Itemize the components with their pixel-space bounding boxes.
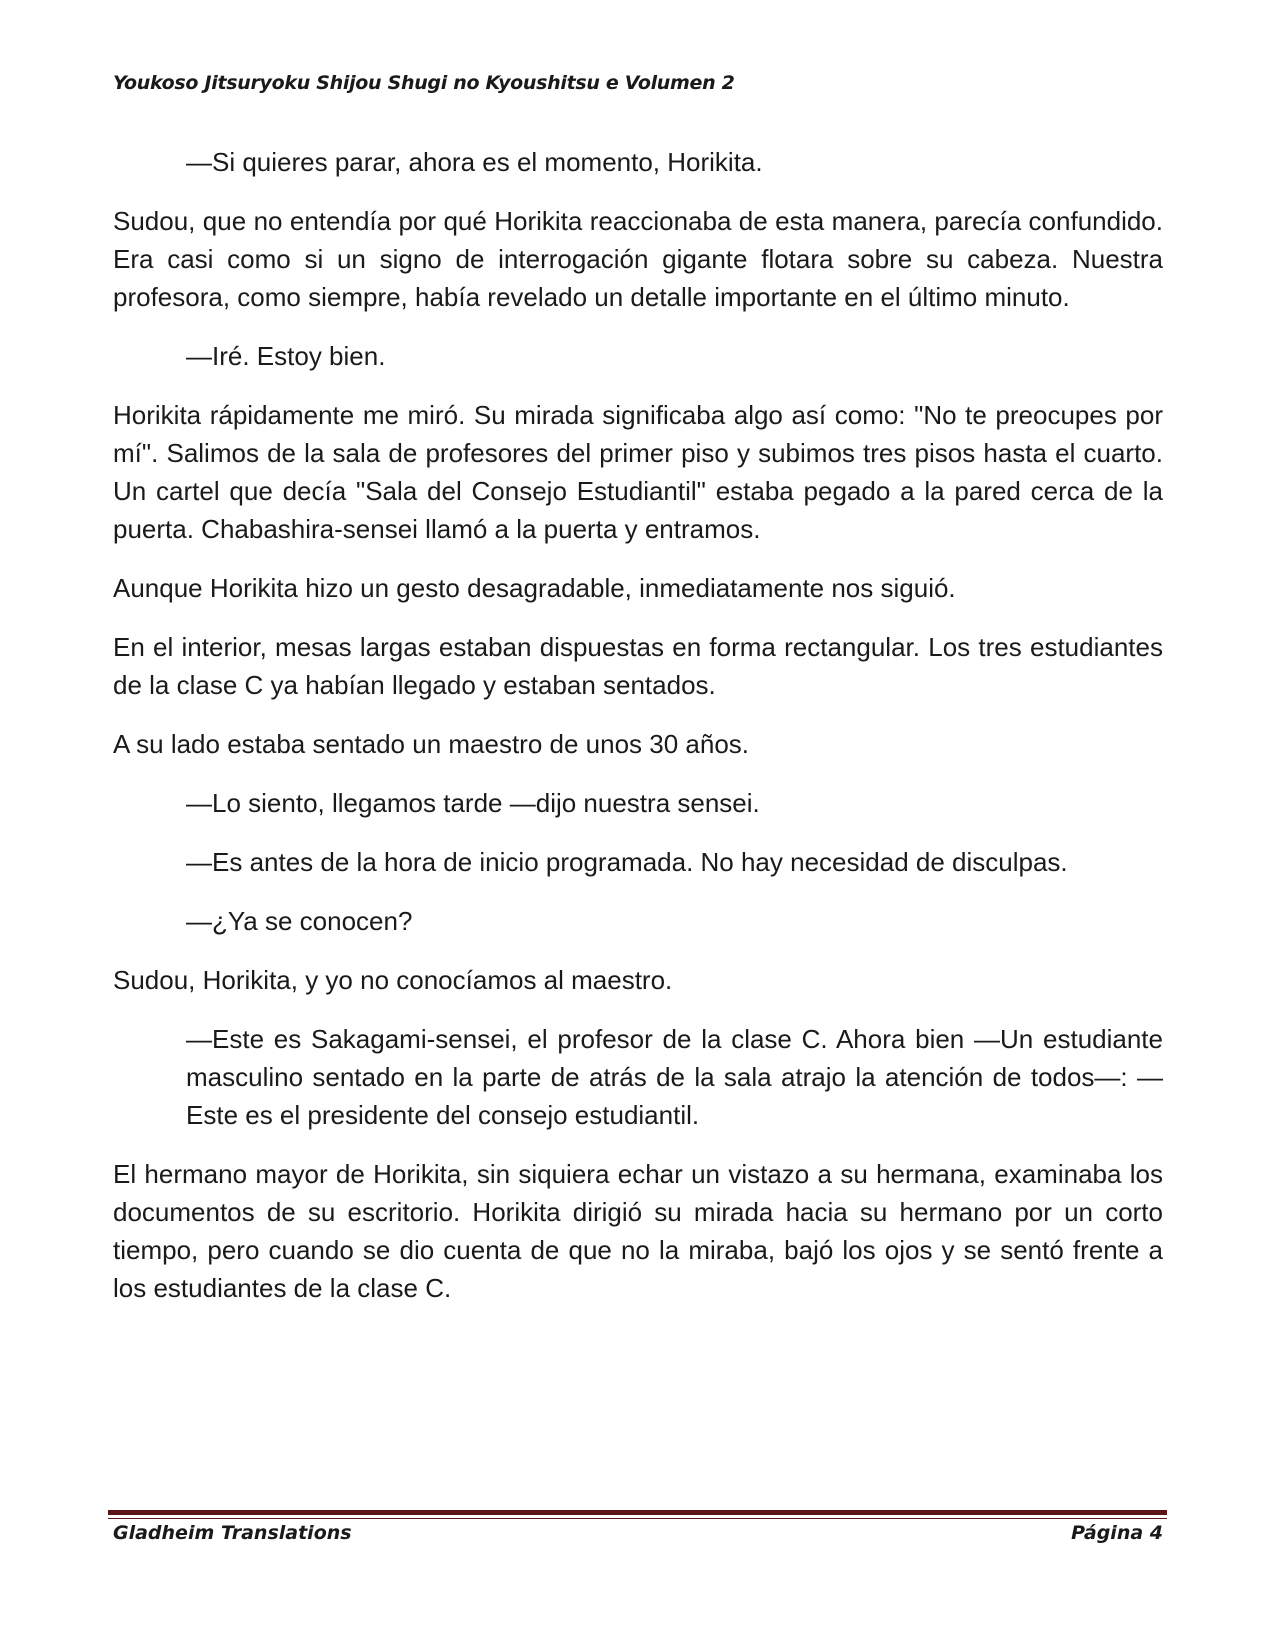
paragraph: El hermano mayor de Horikita, sin siquiera echar un vistazo a su hermana, examinaba los documentos de su escritorio. Horikita dirigió su mirada hacia su hermano por un corto tiempo, pero cuando se dio cuenta de que no la miraba, bajó los ojos y se sentó frente a los estudiantes de la clase C. bbox=[113, 1159, 1163, 1303]
paragraph-dialogue: —Lo siento, llegamos tarde —dijo nuestra sensei. bbox=[186, 788, 760, 818]
paragraph: A su lado estaba sentado un maestro de unos 30 años. bbox=[113, 729, 750, 759]
footer-page-number: Página 4 bbox=[1071, 1522, 1163, 1544]
paragraph-dialogue: —Este es Sakagami-sensei, el profesor de la clase C. Ahora bien —Un estudiante masculino sentado en la parte de atrás de la sala atrajo la atención de todos—: —Este es el presidente del consejo estudiantil. bbox=[186, 1024, 1163, 1130]
paragraph-dialogue: —Iré. Estoy bien. bbox=[186, 341, 386, 371]
paragraph-dialogue: —¿Ya se conocen? bbox=[186, 906, 413, 936]
paragraph: Sudou, Horikita, y yo no conocíamos al maestro. bbox=[113, 965, 673, 995]
page-footer bbox=[113, 1522, 1163, 1544]
footer-divider-thick bbox=[108, 1510, 1167, 1515]
paragraph-dialogue: —Si quieres parar, ahora es el momento, Horikita. bbox=[186, 147, 763, 177]
paragraph: Sudou, que no entendía por qué Horikita reaccionaba de esta manera, parecía confundido. Era casi como si un signo de interrogación gigante flotara sobre su cabeza. Nuestra profesora, como siempre, había revelado un detalle importante en el último minuto. bbox=[113, 206, 1163, 312]
paragraph-dialogue: —Es antes de la hora de inicio programada. No hay necesidad de disculpas. bbox=[186, 847, 1068, 877]
footer-divider-thin bbox=[108, 1518, 1167, 1519]
page-header-title: Youkoso Jitsuryoku Shijou Shugi no Kyoushitsu e Volumen 2 bbox=[113, 72, 735, 94]
paragraph: Horikita rápidamente me miró. Su mirada significaba algo así como: "No te preocupes por mí". Salimos de la sala de profesores del primer piso y subimos tres pisos hasta el cuarto. Un cartel que decía "Sala del Consejo Estudiantil" estaba pegado a la pared cerca de la puerta. Chabashira-sensei llamó a la puerta y entramos. bbox=[113, 400, 1163, 544]
body-text bbox=[113, 143, 1163, 1328]
paragraph: Aunque Horikita hizo un gesto desagradable, inmediatamente nos siguió. bbox=[113, 573, 956, 603]
paragraph: En el interior, mesas largas estaban dispuestas en forma rectangular. Los tres estudiantes de la clase C ya habían llegado y estaban sentados. bbox=[113, 632, 1163, 700]
footer-publisher: Gladheim Translations bbox=[113, 1522, 352, 1544]
